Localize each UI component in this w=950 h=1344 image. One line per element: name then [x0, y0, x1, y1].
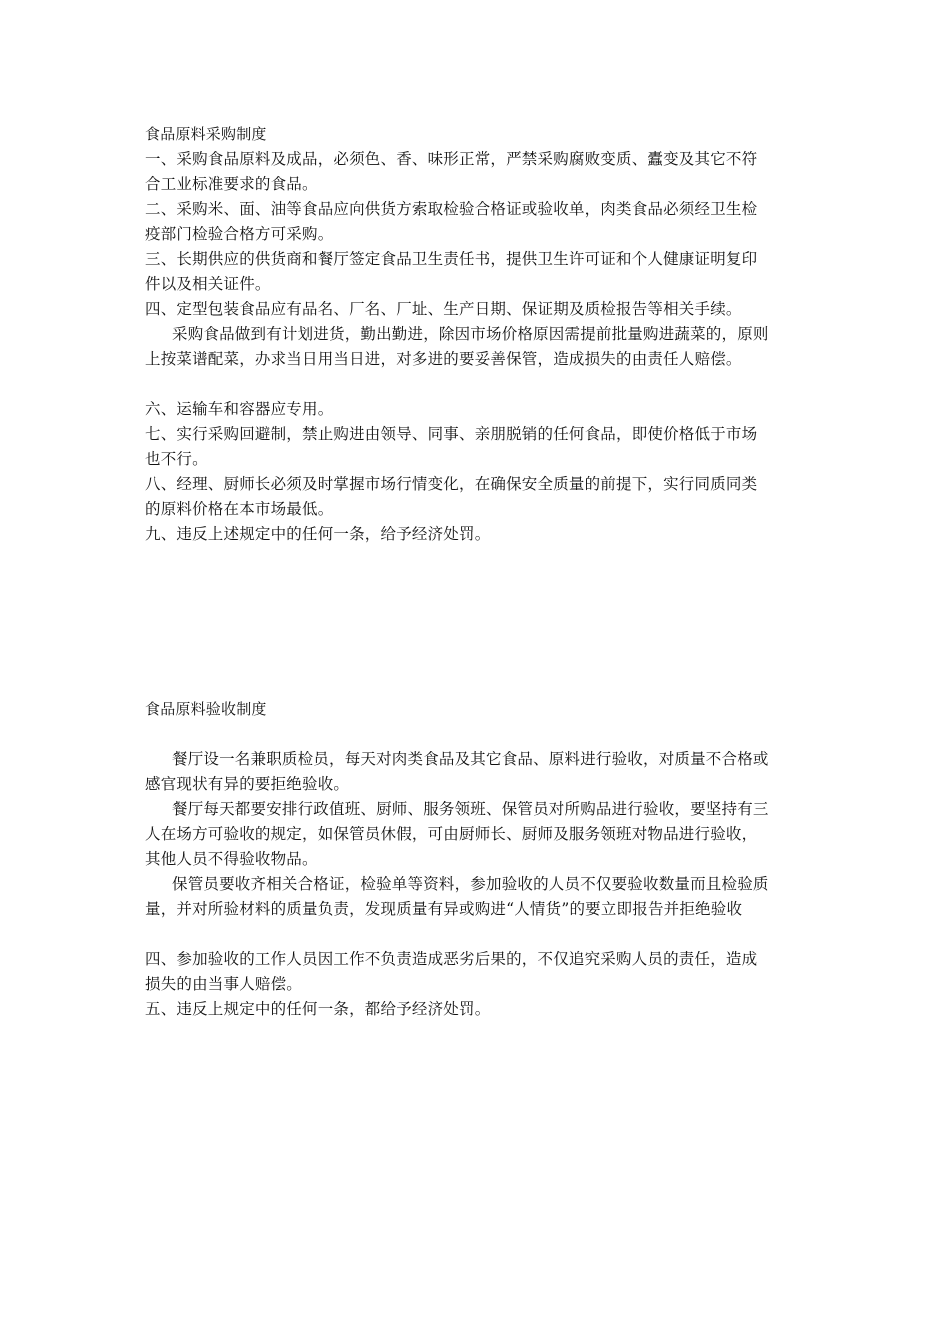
blank-line — [145, 922, 817, 947]
blank-line — [145, 722, 817, 747]
procurement-line-7: 四、定型包装食品应有品名、厂名、厂址、生产日期、保证期及质检报告等相关手续。 — [145, 300, 742, 318]
acceptance-section — [145, 697, 817, 1022]
acceptance-line-4: 人在场方可验收的规定，如保管员休假，可由厨师长、厨师及服务领班对物品进行验收， — [145, 825, 758, 843]
procurement-line-12: 也不行。 — [145, 450, 208, 468]
procurement-line-2: 合工业标准要求的食品。 — [145, 175, 318, 193]
procurement-line-5: 三、长期供应的供货商和餐厅签定食品卫生责任书，提供卫生许可证和个人健康证明复印 — [145, 250, 758, 268]
acceptance-line-9: 损失的由当事人赔偿。 — [145, 975, 303, 993]
blank-line — [145, 372, 817, 397]
acceptance-line-3: 餐厅每天都要安排行政值班、厨师、服务领班、保管员对所购品进行验收，要坚持有三 — [172, 800, 769, 818]
procurement-line-15: 九、违反上述规定中的任何一条，给予经济处罚。 — [145, 525, 491, 543]
acceptance-line-7: 量，并对所验材料的质量负责，发现质量有异或购进“人情货”的要立即报告并拒绝验收 — [145, 900, 743, 918]
procurement-line-11: 七、实行采购回避制，禁止购进由领导、同事、亲朋脱销的任何食品，即使价格低于市场 — [145, 425, 758, 443]
procurement-title: 食品原料采购制度 — [145, 125, 267, 143]
procurement-line-1: 一、采购食品原料及成品，必须色、香、味形正常，严禁采购腐败变质、蠹变及其它不符 — [145, 150, 758, 168]
procurement-line-9: 上按菜谱配菜，办求当日用当日进，对多进的要妥善保管，造成损失的由责任人赔偿。 — [145, 350, 742, 368]
acceptance-line-8: 四、参加验收的工作人员因工作不负责造成恶劣后果的，不仅追究采购人员的责任，造成 — [145, 950, 758, 968]
acceptance-line-10: 五、违反上规定中的任何一条，都给予经济处罚。 — [145, 1000, 491, 1018]
procurement-line-13: 八、经理、厨师长必须及时掌握市场行情变化，在确保安全质量的前提下，实行同质同类 — [145, 475, 758, 493]
acceptance-line-6: 保管员要收齐相关合格证，检验单等资料，参加验收的人员不仅要验收数量而且检验质 — [172, 875, 769, 893]
procurement-line-3: 二、采购米、面、油等食品应向供货方索取检验合格证或验收单，肉类食品必须经卫生检 — [145, 200, 758, 218]
procurement-line-10: 六、运输车和容器应专用。 — [145, 400, 334, 418]
procurement-section — [145, 122, 817, 547]
procurement-line-6: 件以及相关证件。 — [145, 275, 271, 293]
acceptance-title: 食品原料验收制度 — [145, 700, 267, 718]
acceptance-line-5: 其他人员不得验收物品。 — [145, 850, 318, 868]
procurement-line-14: 的原料价格在本市场最低。 — [145, 500, 334, 518]
acceptance-line-2: 感官现状有异的要拒绝验收。 — [145, 775, 350, 793]
procurement-line-4: 疫部门检验合格方可采购。 — [145, 225, 334, 243]
procurement-line-8: 采购食品做到有计划进货，勤出勤进，除因市场价格原因需提前批量购进蔬菜的，原则 — [172, 325, 769, 343]
acceptance-line-1: 餐厅设一名兼职质检员，每天对肉类食品及其它食品、原料进行验收，对质量不合格或 — [172, 750, 769, 768]
